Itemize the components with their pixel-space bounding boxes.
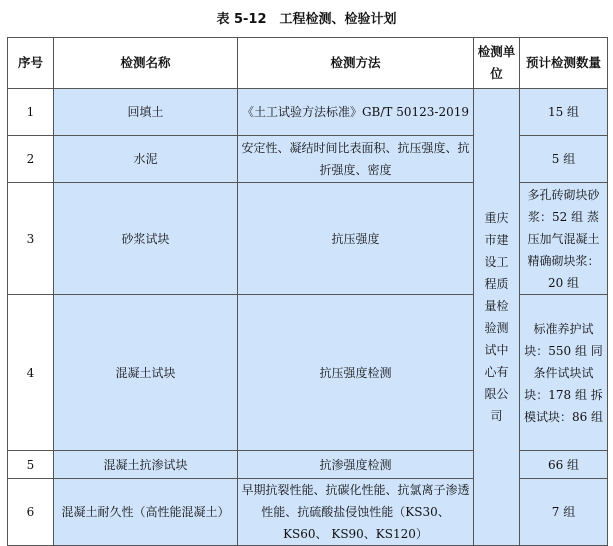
row-qty: 5 组 [520,136,608,183]
table-row [8,89,608,136]
row-name: 回填土 [54,89,238,136]
row-seq: 3 [8,183,54,295]
inspection-unit: 重庆市建设工程质量检验测试中心有限公司 [474,89,520,546]
row-seq: 2 [8,136,54,183]
row-method: 安定性、凝结时间比表面积、抗压强度、抗折强度、密度 [238,136,474,183]
row-name: 混凝土试块 [54,295,238,451]
row-name: 水泥 [54,136,238,183]
header-seq: 序号 [8,38,54,89]
row-seq: 4 [8,295,54,451]
table-caption: 表 5-12 工程检测、检验计划 [216,12,397,27]
header-method: 检测方法 [238,38,474,89]
row-seq: 1 [8,89,54,136]
row-method: 早期抗裂性能、抗碳化性能、抗氯离子渗透性能、抗硫酸盐侵蚀性能（KS30、KS60、 KS90、KS120） [238,479,474,546]
row-method: 抗渗强度检测 [238,451,474,479]
row-qty: 多孔砖砌块砂浆：52 组 蒸压加气混凝土精确砌块浆：20 组 [520,183,608,295]
row-method: 抗压强度 [238,183,474,295]
row-seq: 5 [8,451,54,479]
row-method: 《土工试验方法标准》GB/T 50123-2019 [238,89,474,136]
header-name: 检测名称 [54,38,238,89]
header-qty: 预计检测数量 [520,38,608,89]
inspection-plan-table [7,37,608,546]
row-qty: 标准养护试块：550 组 同条件试块试块：178 组 拆模试块：86 组 [520,295,608,451]
row-qty: 15 组 [520,89,608,136]
row-seq: 6 [8,479,54,546]
header-unit: 检测单位 [474,38,520,89]
row-name: 砂浆试块 [54,183,238,295]
row-qty: 66 组 [520,451,608,479]
row-qty: 7 组 [520,479,608,546]
row-name: 混凝土耐久性（高性能混凝土） [54,479,238,546]
row-name: 混凝土抗渗试块 [54,451,238,479]
row-method: 抗压强度检测 [238,295,474,451]
